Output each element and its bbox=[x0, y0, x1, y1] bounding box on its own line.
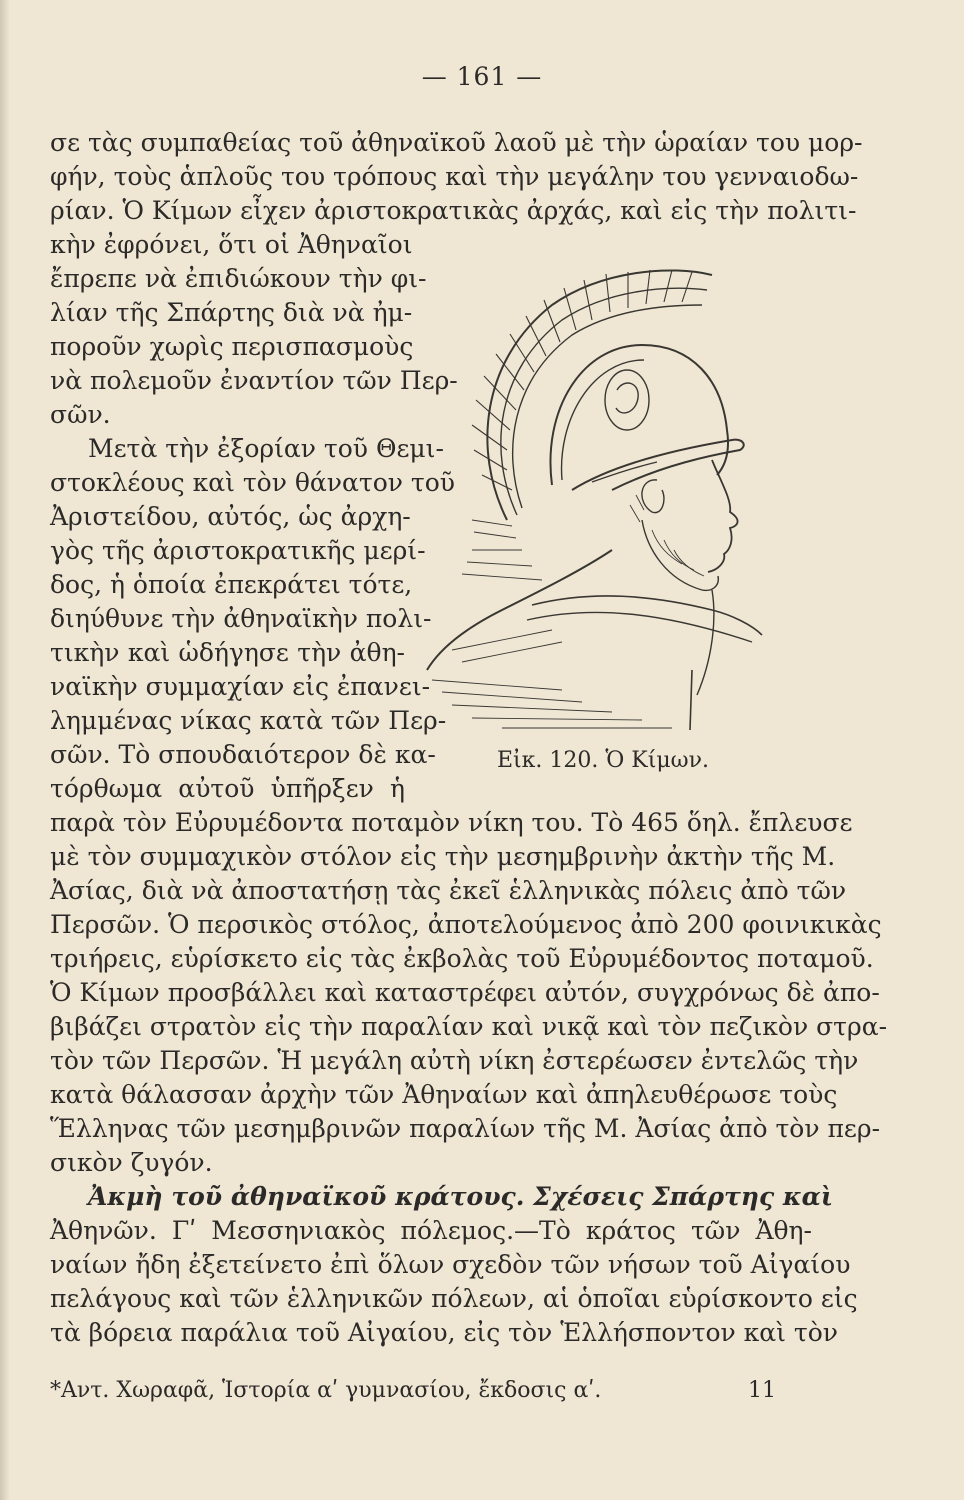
text-line: Μετὰ τὴν ἐξορίαν τοῦ Θεμι- bbox=[88, 434, 444, 463]
text-line: φήν, τοὺς ἁπλοῦς του τρόπους καὶ τὴν μεγάλην του γενναιοδω- bbox=[50, 162, 859, 191]
text-line: Ὁ Κίμων προσβάλλει καὶ καταστρέφει αὐτόν, συγχρόνως δὲ ἀπο- bbox=[50, 978, 880, 1007]
text-line: σῶν. bbox=[50, 400, 111, 429]
text-line: παρὰ τὸν Εὐρυμέδοντα ποταμὸν νίκη του. Τὸ 465 ὅηλ. ἔπλευσε bbox=[50, 808, 853, 837]
section-heading-line: Ἀκμὴ τοῦ ἀθηναϊκοῦ κράτους. Σχέσεις Σπάρτης καὶ bbox=[88, 1182, 833, 1211]
text-line: Ἀσίας, διὰ νὰ ἀποστατήσῃ τὰς ἐκεῖ ἑλληνικὰς πόλεις ἀπὸ τῶν bbox=[50, 876, 847, 905]
figure-engraving bbox=[412, 250, 774, 740]
text-line: πελάγους καὶ τῶν ἑλληνικῶν πόλεων, αἱ ὁποῖαι εὑρίσκοντο εἰς bbox=[50, 1284, 858, 1313]
text-line: τικὴν καὶ ὡδήγησε τὴν ἀθη- bbox=[50, 638, 405, 667]
text-line: βιβάζει στρατὸν εἰς τὴν παραλίαν καὶ νικᾷ καὶ τὸν πεζικὸν στρα- bbox=[50, 1012, 888, 1041]
text-line: λημμένας νίκας κατὰ τῶν Περ- bbox=[50, 706, 447, 735]
text-line: Ἀριστείδου, αὐτός, ὡς ἀρχη- bbox=[50, 502, 411, 531]
page-number: — 161 — bbox=[421, 62, 543, 91]
text-line: Ἕλληνας τῶν μεσημβρινῶν παραλίων τῆς Μ. Ἀσίας ἀπὸ τὸν περ- bbox=[50, 1114, 881, 1143]
text-line: τὸν τῶν Περσῶν. Ἡ μεγάλη αὐτὴ νίκη ἐστερέωσεν ἐντελῶς τὴν bbox=[50, 1046, 859, 1075]
text-line: σικὸν ζυγόν. bbox=[50, 1148, 213, 1177]
text-line: στοκλέους καὶ τὸν θάνατον τοῦ bbox=[50, 468, 455, 497]
text-line: Περσῶν. Ὁ περσικὸς στόλος, ἀποτελούμενος ἀπὸ 200 φοινικικὰς bbox=[50, 910, 882, 939]
text-line: τὰ βόρεια παράλια τοῦ Αἰγαίου, εἰς τὸν Ἑλλήσποντον καὶ τὸν bbox=[50, 1318, 839, 1347]
text-line: ἔπρεπε νὰ ἐπιδιώκουν τὴν φι- bbox=[50, 264, 427, 293]
text-line: ποροῦν χωρὶς περισπασμοὺς bbox=[50, 332, 414, 361]
text-line: ναίων ἤδη ἐξετείνετο ἐπὶ ὅλων σχεδὸν τῶν νήσων τοῦ Αἰγαίου bbox=[50, 1250, 851, 1279]
text-line: κατὰ θάλασσαν ἀρχὴν τῶν Ἀθηναίων καὶ ἀπηλευθέρωσε τοὺς bbox=[50, 1080, 838, 1109]
signature-mark: 11 bbox=[748, 1378, 776, 1403]
text-line: νὰ πολεμοῦν ἐναντίον τῶν Περ- bbox=[50, 366, 458, 395]
text-line: σε τὰς συμπαθείας τοῦ ἀθηναϊκοῦ λαοῦ μὲ τὴν ὡραίαν του μορ- bbox=[50, 128, 863, 157]
text-line: σῶν. Τὸ σπουδαιότερον δὲ κα- bbox=[50, 740, 436, 769]
helmeted-warrior-engraving-icon bbox=[412, 250, 774, 740]
section-heading-line: Ἀθηνῶν. Γʹ Μεσσηνιακὸς πόλεμος.—Τὸ κράτος τῶν Ἀθη- bbox=[50, 1216, 812, 1245]
footer-citation: *Αντ. Χωραφᾶ, Ἱστορία αʹ γυμνασίου, ἔκδοσις αʹ. bbox=[50, 1378, 602, 1403]
text-line: δος, ἡ ὁποία ἐπεκράτει τότε, bbox=[50, 570, 413, 599]
text-line: μὲ τὸν συμμαχικὸν στόλον εἰς τὴν μεσημβρινὴν ἀκτὴν τῆς Μ. bbox=[50, 842, 836, 871]
text-line: κὴν ἐφρόνει, ὅτι οἱ Ἀθηναῖοι bbox=[50, 230, 413, 259]
figure-caption: Εἰκ. 120. Ὁ Κίμων. bbox=[497, 748, 709, 773]
text-line: διηύθυνε τὴν ἀθηναϊκὴν πολι- bbox=[50, 604, 432, 633]
text-line: ρίαν. Ὁ Κίμων εἶχεν ἀριστοκρατικὰς ἀρχάς, καὶ εἰς τὴν πολιτι- bbox=[50, 196, 857, 225]
page-edge-shadow bbox=[0, 0, 10, 1500]
text-line: τόρθωμα αὐτοῦ ὑπῆρξεν ἡ bbox=[50, 774, 405, 803]
text-line: γὸς τῆς ἀριστοκρατικῆς μερί- bbox=[50, 536, 426, 565]
text-line: ναϊκὴν συμμαχίαν εἰς ἐπανει- bbox=[50, 672, 431, 701]
text-line: τριήρεις, εὑρίσκετο εἰς τὰς ἐκβολὰς τοῦ Εὐρυμέδοντος ποταμοῦ. bbox=[50, 944, 874, 973]
text-line: λίαν τῆς Σπάρτης διὰ νὰ ἠμ- bbox=[50, 298, 413, 327]
